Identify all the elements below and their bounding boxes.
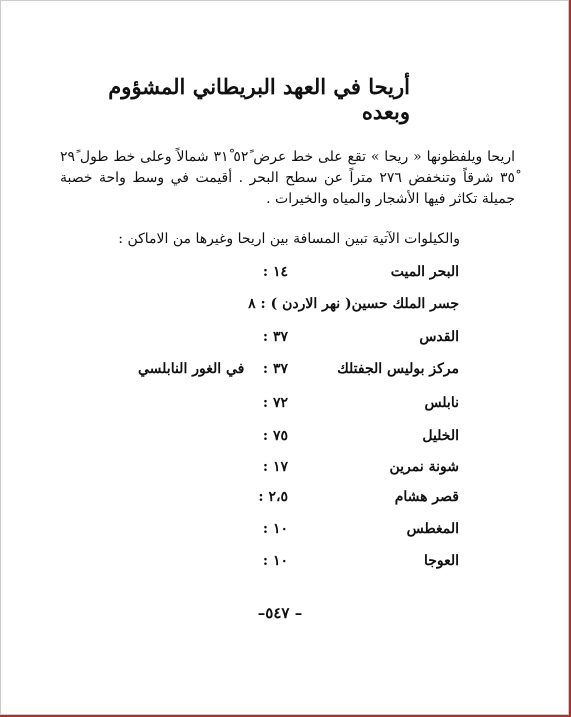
distance-value: ٣٧ : (262, 361, 288, 377)
distance-value: ١٤ : (262, 264, 288, 280)
place-name: شونة نمرين (389, 459, 459, 475)
place-name: الخليل (422, 428, 459, 444)
distance-row-shunat-nimrin (0, 459, 571, 485)
distance-row-hebron (0, 428, 571, 454)
distances-intro: والكيلوات الآتية تبين المسافة بين اريحا وغيرها من الاماكن : (118, 231, 460, 247)
place-note: في الغور النابلسي (138, 361, 245, 377)
distance-row-jerusalem (0, 329, 571, 355)
distance-value: ٧٥ : (262, 428, 288, 444)
distance-value: ٣٧ : (262, 329, 288, 345)
page-title: أريحا في العهد البريطاني المشؤوم وبعده (108, 74, 410, 124)
distance-row-jiftlik (0, 361, 571, 387)
distance-value: ٢،٥ : (258, 489, 288, 505)
place-name: القدس (419, 329, 459, 345)
page-number: – ٥٤٧– (257, 604, 303, 622)
distance-row-dead-sea (0, 264, 571, 290)
place-name: قصر هشام (394, 489, 459, 505)
place-name: البحر الميت (390, 264, 459, 280)
distance-value: ١٧ : (262, 459, 288, 475)
distance-row-nablus (0, 395, 571, 421)
distance-row-maghtas (0, 521, 571, 547)
distance-row-auja (0, 553, 571, 579)
place-name: المغطس (406, 521, 459, 537)
distance-row-hisham-palace (0, 489, 571, 515)
distance-value: ١٠ : (262, 553, 288, 569)
distance-value: ١٠ : (262, 521, 288, 537)
place-name: العوجا (423, 553, 459, 569)
distance-row-king-hussein-bridge (0, 296, 571, 322)
place-name: مركز بوليس الجفتلك (337, 361, 459, 377)
distance-value: ٧٢ : (262, 395, 288, 411)
place-name: نابلس (424, 395, 459, 411)
place-name: جسر الملك حسين( نهر الاردن ) : ٨ (248, 296, 459, 312)
intro-paragraph: اريحا ويلفظونها « ريحا » تقع على خط عرض ٥٢ً ٣١ْ شمالاً وعلى خط طول ٢٩ً ٣٥ْ شرقاً وتنخفض ٢٧٦ متراً عن سطح البحر . أقيمت في وسط واحة خصبة جميلة تكاثر فيها الأشجار والمياه والخيرات . (60, 149, 516, 207)
